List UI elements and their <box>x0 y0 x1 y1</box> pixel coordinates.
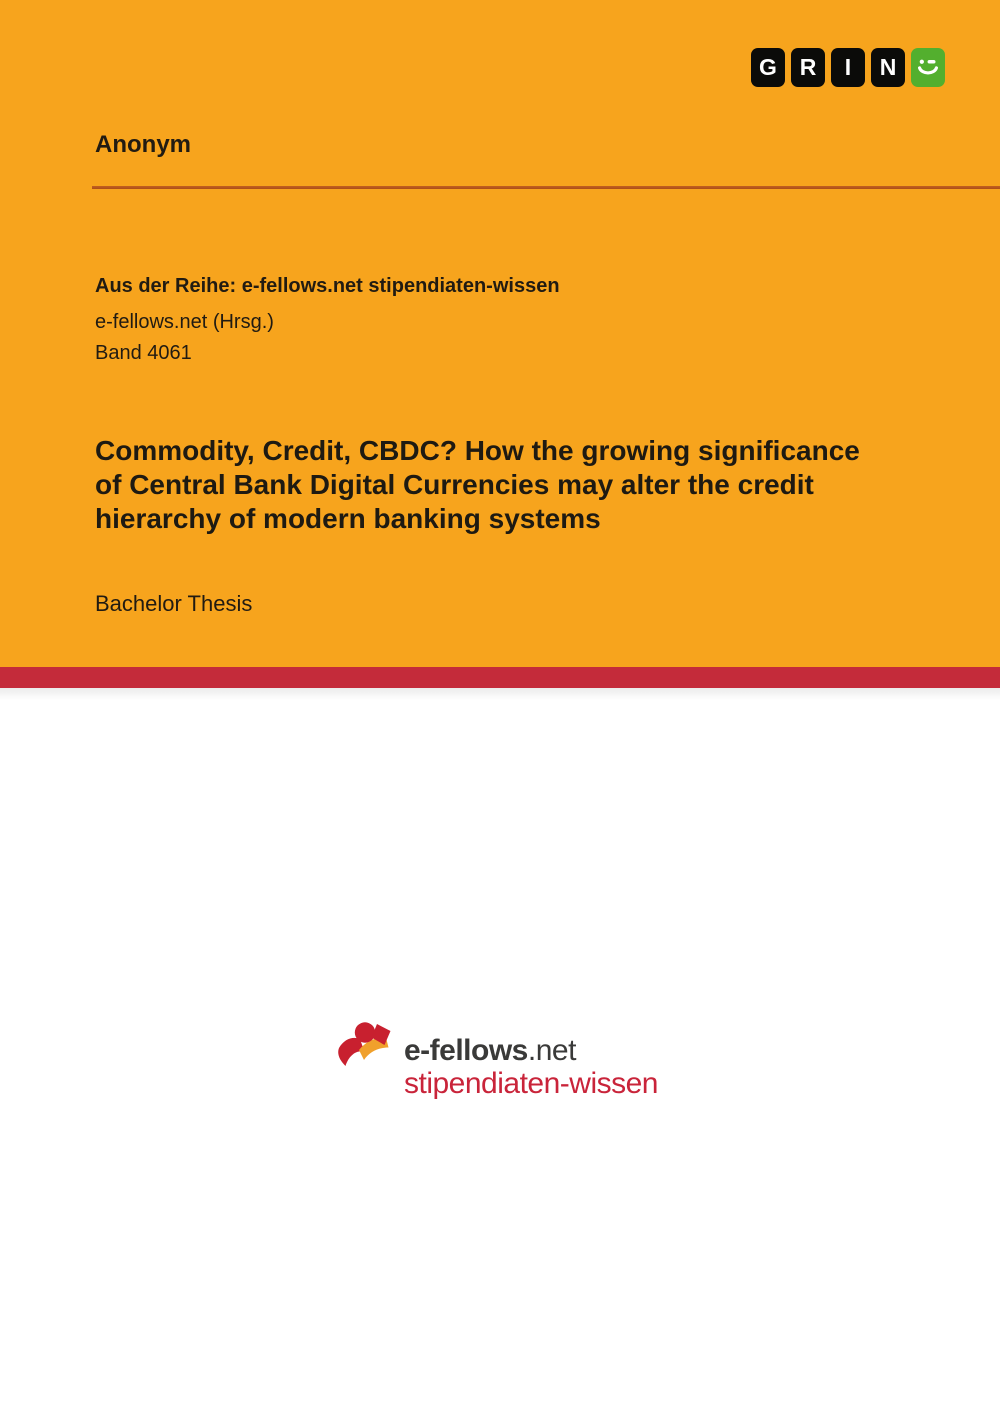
series-label: Aus der Reihe: e-fellows.net stipendiaten-wissen <box>95 275 560 297</box>
grin-letter-box <box>831 48 865 87</box>
band-shadow <box>0 688 1000 700</box>
author-name: Anonym <box>95 131 191 158</box>
thesis-type: Bachelor Thesis <box>95 591 253 616</box>
person-reading-book-icon <box>336 1018 396 1070</box>
brand-name-suffix: .net <box>527 1034 576 1067</box>
divider-line <box>92 186 1000 189</box>
cover-red-band <box>0 667 1000 688</box>
winking-smiley-icon <box>911 48 945 87</box>
e-fellows-logo <box>336 1016 658 1100</box>
grin-letter-box <box>791 48 825 87</box>
brand-name-bold: e-fellows <box>404 1034 528 1067</box>
publisher-name: e-fellows.net (Hrsg.) <box>95 311 274 333</box>
brand-tagline: stipendiaten-wissen <box>404 1067 658 1100</box>
grin-logo <box>751 48 945 87</box>
grin-letter: R <box>799 54 817 80</box>
grin-letter-box <box>871 48 905 87</box>
title-line-2: of Central Bank Digital Currencies may alter the credit <box>95 469 814 500</box>
grin-letter: N <box>879 54 897 80</box>
title-line-1: Commodity, Credit, CBDC? How the growing significance <box>95 435 860 466</box>
volume-number: Band 4061 <box>95 342 192 364</box>
brand-name <box>404 1034 658 1067</box>
thesis-title <box>95 434 860 536</box>
title-line-3: hierarchy of modern banking systems <box>95 503 601 534</box>
grin-letter: G <box>759 54 777 80</box>
grin-letter-box <box>751 48 785 87</box>
grin-letter: I <box>844 54 852 80</box>
e-fellows-logo-text <box>404 1034 658 1100</box>
